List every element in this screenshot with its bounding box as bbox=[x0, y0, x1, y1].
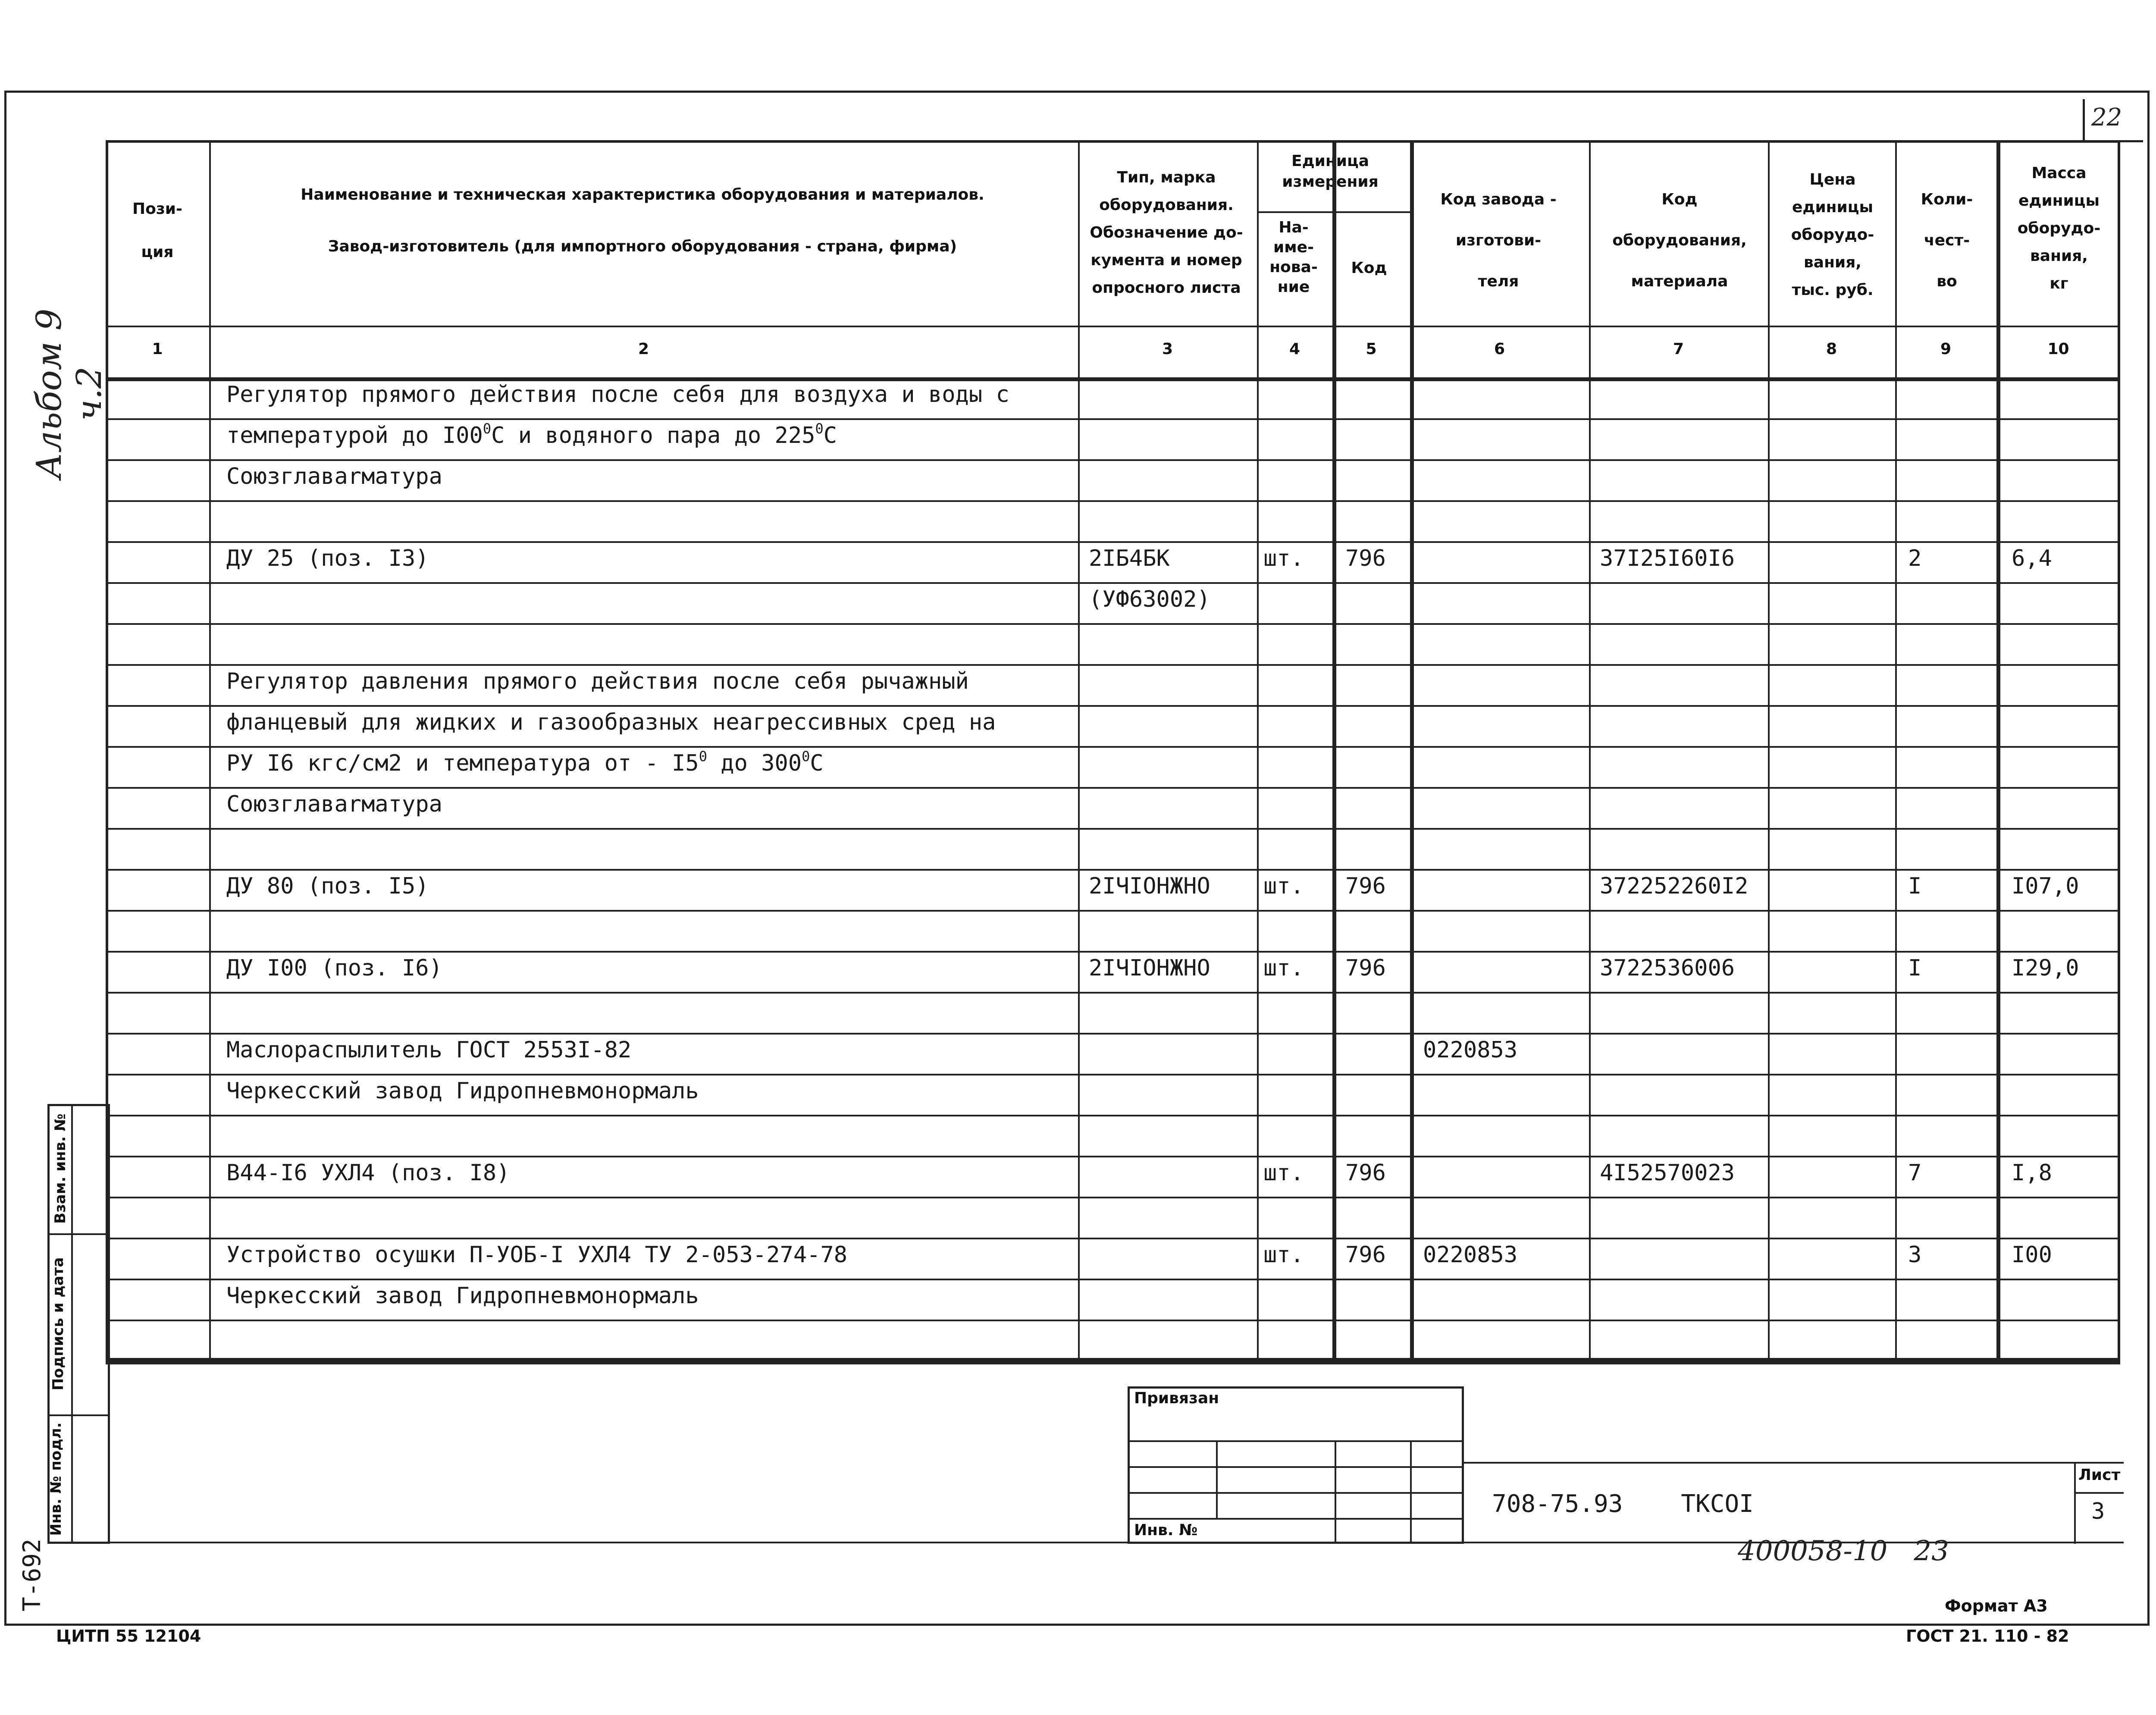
cell-mass: I00 bbox=[2012, 1242, 2052, 1268]
row-rule bbox=[106, 1361, 2120, 1364]
row-rule bbox=[106, 664, 2120, 666]
cell-mass: I29,0 bbox=[2012, 955, 2079, 981]
stamp-vzam-inv: Взам. инв. № bbox=[52, 1113, 69, 1224]
degree-superscript: 0 bbox=[802, 748, 810, 765]
row-rule bbox=[106, 705, 2120, 707]
row-rule bbox=[106, 869, 2120, 871]
cell-type: 2IЧIОНЖНО bbox=[1089, 955, 1210, 981]
row-rule bbox=[106, 1320, 2120, 1321]
cell-unit: шт. bbox=[1263, 955, 1304, 981]
cell-name: Регулятор прямого действия после себя для воздуха и воды с bbox=[226, 382, 1009, 408]
cell-name bbox=[226, 420, 837, 448]
column-rule bbox=[1078, 140, 1080, 1361]
cell-name: В44-I6 УХЛ4 (поз. I8) bbox=[226, 1160, 510, 1186]
header-name-line2: Завод-изготовитель (для импортного оборудования - страна, фирма) bbox=[328, 238, 957, 255]
cell-name: Союзглавarматура bbox=[226, 464, 442, 489]
cell-name bbox=[226, 750, 824, 776]
row-rule bbox=[106, 500, 2120, 502]
header-mass: Масса единицы оборудо- вания, кг bbox=[2017, 164, 2101, 292]
cell-qty: 7 bbox=[1908, 1160, 1922, 1186]
album-label: Альбом 9 ч.2 bbox=[29, 308, 109, 479]
column-number: 2 bbox=[638, 340, 649, 358]
degree-superscript: 0 bbox=[699, 748, 707, 765]
column-number: 9 bbox=[1940, 340, 1952, 358]
cell-unit: шт. bbox=[1263, 1242, 1304, 1268]
cell-mass: 6,4 bbox=[2012, 546, 2052, 571]
cell-name: Устройство осушки П-УОБ-I УХЛ4 ТУ 2-053-274-78 bbox=[226, 1242, 848, 1268]
row-rule bbox=[106, 541, 2120, 543]
cell-code: 796 bbox=[1345, 873, 1386, 899]
cell-name: фланцевый для жидких и газообразных неагрессивных сред на bbox=[226, 709, 996, 735]
cell-code: 796 bbox=[1345, 955, 1386, 981]
row-rule bbox=[106, 1279, 2120, 1280]
cell-type: 2IЧIОНЖНО bbox=[1089, 873, 1210, 899]
header-position: Пози- ция bbox=[132, 200, 182, 261]
cell-name: Маслораспылитель ГОСТ 2553I-82 bbox=[226, 1037, 632, 1063]
cell-unit: шт. bbox=[1263, 1160, 1304, 1186]
row-rule bbox=[106, 951, 2120, 953]
sheet-corner-number: 22 bbox=[2091, 103, 2122, 132]
privyazan-label: Привязан bbox=[1134, 1389, 1219, 1407]
header-equipment-code: Код оборудования, материала bbox=[1612, 191, 1747, 290]
row-rule bbox=[106, 787, 2120, 789]
row-rule bbox=[106, 1156, 2120, 1157]
header-name-line1: Наименование и техническая характеристика оборудования и материалов. bbox=[301, 186, 984, 204]
name-fragment: РУ I6 кгс/см2 и температура от - I5 bbox=[226, 750, 699, 776]
cell-name: Черкесский завод Гидропневмонормаль bbox=[226, 1283, 699, 1309]
name-fragment: до 300 bbox=[707, 750, 802, 776]
cell-equip-code: 4I52570023 bbox=[1600, 1160, 1735, 1186]
list-number: 3 bbox=[2091, 1499, 2105, 1524]
cell-code: 796 bbox=[1345, 546, 1386, 571]
number-row-rule bbox=[106, 377, 2120, 381]
stamp-inv-podl: Инв. № подл. bbox=[47, 1422, 65, 1536]
row-rule bbox=[106, 418, 2120, 420]
cell-name: ДУ 80 (поз. I5) bbox=[226, 873, 429, 899]
row-rule bbox=[106, 828, 2120, 830]
footer-gost: ГОСТ 21. 110 - 82 bbox=[1906, 1627, 2069, 1646]
handwritten-note: 400058-10 23 bbox=[1738, 1535, 1949, 1567]
column-rule bbox=[1768, 140, 1770, 1361]
degree-superscript: 0 bbox=[815, 420, 824, 437]
column-rule bbox=[1257, 140, 1259, 1361]
row-rule bbox=[106, 1197, 2120, 1198]
cell-unit: шт. bbox=[1263, 546, 1304, 571]
column-rule bbox=[1589, 140, 1591, 1361]
column-number: 3 bbox=[1162, 340, 1173, 358]
cell-type: 2IБ4БК bbox=[1089, 546, 1170, 571]
cell-equip-code: 372252260I2 bbox=[1600, 873, 1749, 899]
column-rule bbox=[1895, 140, 1897, 1361]
list-label: Лист bbox=[2078, 1466, 2121, 1484]
column-number: 5 bbox=[1366, 340, 1377, 358]
name-fragment: C bbox=[810, 750, 824, 776]
cell-code: 796 bbox=[1345, 1160, 1386, 1186]
column-rule bbox=[1332, 140, 1336, 1361]
cell-name: ДУ 25 (поз. I3) bbox=[226, 546, 429, 571]
privyazan-block bbox=[1128, 1386, 1464, 1544]
header-unit-name: На- име- нова- ние bbox=[1269, 219, 1318, 296]
header-type: Тип, марка оборудования. Обозначение до- кумента и номер опросного листа bbox=[1090, 169, 1243, 297]
cell-qty: 3 bbox=[1908, 1242, 1922, 1268]
cell-mass: I07,0 bbox=[2012, 873, 2079, 899]
cell-name: ДУ I00 (поз. I6) bbox=[226, 955, 442, 981]
column-number: 7 bbox=[1673, 340, 1684, 358]
cell-plant-code: 0220853 bbox=[1423, 1242, 1518, 1268]
document-code: 708-75.93 ТКСОI bbox=[1492, 1490, 1754, 1518]
row-rule bbox=[106, 746, 2120, 748]
footer-format: Формат А3 bbox=[1945, 1596, 2048, 1615]
cell-name: Союзглавarматура bbox=[226, 791, 442, 817]
cell-qty: 2 bbox=[1908, 546, 1922, 571]
column-number: 6 bbox=[1494, 340, 1505, 358]
cell-unit: шт. bbox=[1263, 873, 1304, 899]
row-rule bbox=[106, 1238, 2120, 1239]
column-number: 1 bbox=[152, 340, 163, 358]
cell-name: Черкесский завод Гидропневмонормаль bbox=[226, 1078, 699, 1104]
cell-qty: I bbox=[1908, 873, 1922, 899]
footer-citp: ЦИТП 55 12104 bbox=[56, 1627, 201, 1646]
row-rule bbox=[106, 910, 2120, 912]
cell-equip-code: 37I25I60I6 bbox=[1600, 546, 1735, 571]
header-unit-group: Единица измерения bbox=[1282, 152, 1379, 191]
name-fragment: температурой до I00 bbox=[226, 423, 483, 448]
name-fragment: C и водяного пара до 225 bbox=[491, 423, 815, 448]
cell-name: Регулятор давления прямого действия после себя рычажный bbox=[226, 668, 969, 694]
degree-superscript: 0 bbox=[483, 420, 492, 437]
header-quantity: Коли- чест- во bbox=[1921, 191, 1973, 290]
column-rule bbox=[209, 140, 211, 1361]
header-price: Цена единицы оборудо- вания, тыс. руб. bbox=[1791, 171, 1874, 299]
row-rule bbox=[106, 1115, 2120, 1116]
cell-code: 796 bbox=[1345, 1242, 1386, 1268]
stamp-podpis-data: Подпись и дата bbox=[50, 1257, 67, 1391]
left-code: Т-692 bbox=[18, 1539, 46, 1612]
row-rule bbox=[106, 582, 2120, 584]
row-rule bbox=[106, 1033, 2120, 1035]
cell-equip-code: 3722536006 bbox=[1600, 955, 1735, 981]
column-number: 10 bbox=[2047, 340, 2069, 358]
cell-plant-code: 0220853 bbox=[1423, 1037, 1518, 1063]
cell-qty: I bbox=[1908, 955, 1922, 981]
header-unit-code: Код bbox=[1351, 259, 1387, 277]
inv-no-label: Инв. № bbox=[1134, 1521, 1198, 1539]
name-fragment: C bbox=[823, 423, 837, 448]
cell-mass: I,8 bbox=[2012, 1160, 2052, 1186]
row-rule bbox=[106, 459, 2120, 461]
row-rule bbox=[106, 1074, 2120, 1075]
column-number: 8 bbox=[1826, 340, 1837, 358]
column-rule bbox=[1996, 140, 2000, 1361]
cell-type: (УФ63002) bbox=[1089, 586, 1210, 612]
row-rule bbox=[106, 992, 2120, 994]
header-rule bbox=[106, 326, 2120, 327]
row-rule bbox=[106, 623, 2120, 625]
header-plant-code: Код завода - изготови- теля bbox=[1440, 191, 1557, 290]
column-number: 4 bbox=[1289, 340, 1300, 358]
column-rule bbox=[1410, 140, 1414, 1361]
unit-subheader-rule bbox=[1257, 211, 1410, 213]
